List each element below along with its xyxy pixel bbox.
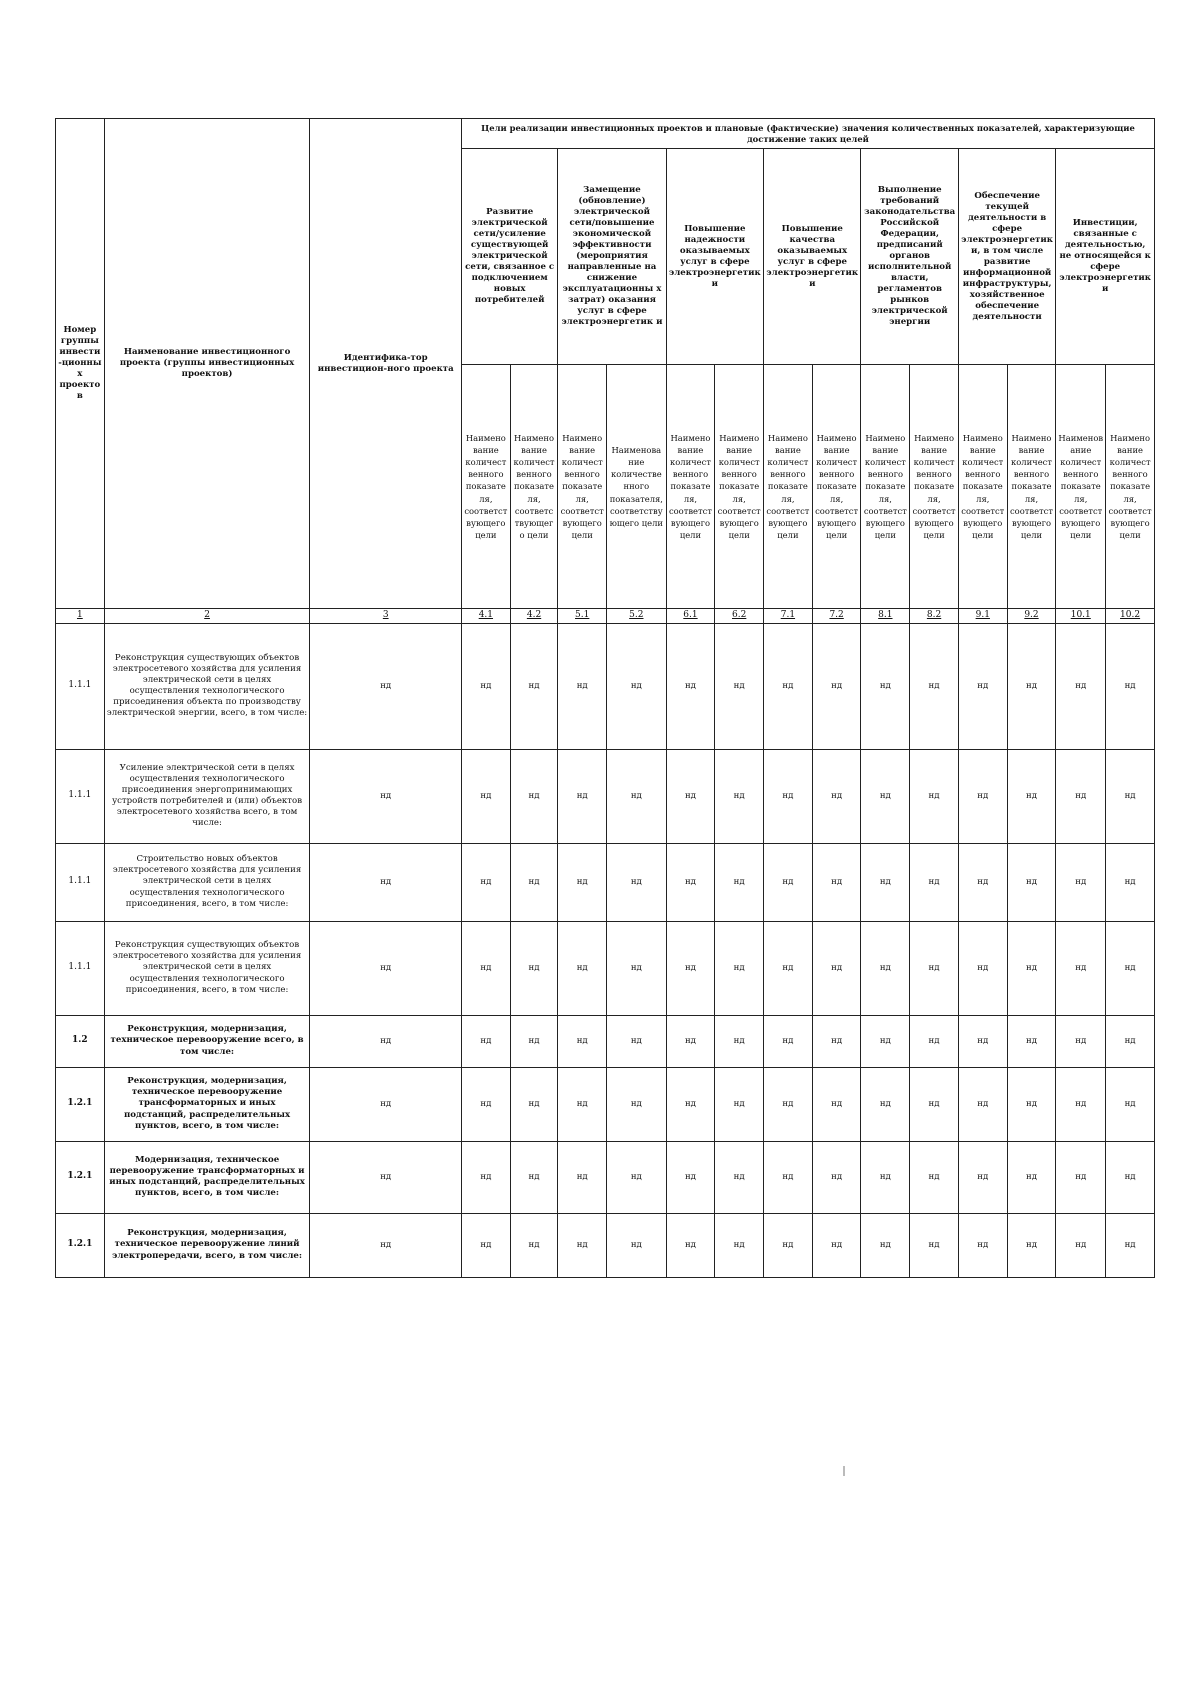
cell-value-6-2: нд	[715, 1213, 764, 1277]
cell-value-9-1: нд	[958, 623, 1007, 749]
cell-value-7-2: нд	[812, 1141, 861, 1213]
column-number-label: 6.2	[732, 610, 747, 620]
cell-value-9-2: нд	[1007, 1213, 1056, 1277]
cell-value-7-1: нд	[764, 623, 813, 749]
column-number-label: 2	[204, 610, 210, 620]
column-number	[104, 609, 310, 624]
cell-value-9-1: нд	[958, 1067, 1007, 1141]
project-id-header: Идентифика-тор инвестицион-ного проекта	[310, 119, 462, 609]
cell-value-9-2: нд	[1007, 1015, 1056, 1067]
table-row	[56, 921, 1155, 1015]
row-project-name: Реконструкция существующих объектов электросетевого хозяйства для усиления электрической сети в целях осуществления технологического присоединения объекта по производству электрической энергии, всего, в том числе:	[104, 623, 310, 749]
indicator-header-10-1: Наименование количественного показателя, соответствующего цели	[1056, 365, 1106, 609]
cell-value-8-1: нд	[861, 843, 910, 921]
cell-value-7-2: нд	[812, 749, 861, 843]
indicator-header-4-1: Наименование количественного показателя, соответствующего цели	[462, 365, 511, 609]
cell-value-9-1: нд	[958, 921, 1007, 1015]
group-number-header: Номер группы инвести-ционны х проекто в	[56, 119, 105, 609]
cell-value-10-1: нд	[1056, 921, 1106, 1015]
column-number	[310, 609, 462, 624]
indicator-header-6-1: Наименование количественного показателя, соответствующего цели	[666, 365, 715, 609]
column-number	[764, 609, 813, 624]
cell-value-4-1: нд	[462, 1067, 511, 1141]
row-project-name: Строительство новых объектов электросетевого хозяйства для усиления электрической сети в целях осуществления технологического присоединения, всего, в том числе:	[104, 843, 310, 921]
cell-value-5-1: нд	[558, 1015, 607, 1067]
indicator-header-9-1: Наименование количественного показателя, соответствующего цели	[958, 365, 1007, 609]
goal-9-header: Обеспечение текущей деятельности в сфере электроэнергетики, в том числе развитие информационной инфраструктуры, хозяйственное обеспечение деятельности	[958, 149, 1055, 365]
cell-value-6-2: нд	[715, 1067, 764, 1141]
investment-projects-table	[55, 118, 1155, 1278]
cell-value-4-2: нд	[510, 1213, 558, 1277]
goal-10-header: Инвестиции, связанные с деятельностью, не относящейся к сфере электроэнергетики	[1056, 149, 1155, 365]
indicator-header-7-2: Наименование количественного показателя, соответствующего цели	[812, 365, 861, 609]
cell-value-9-1: нд	[958, 1015, 1007, 1067]
cell-value-4-1: нд	[462, 623, 511, 749]
row-project-id: нд	[310, 1213, 462, 1277]
cell-value-10-2: нд	[1106, 1015, 1155, 1067]
column-number	[958, 609, 1007, 624]
cell-value-4-2: нд	[510, 1067, 558, 1141]
row-project-id: нд	[310, 843, 462, 921]
column-number	[56, 609, 105, 624]
cell-value-5-2: нд	[607, 843, 667, 921]
cell-value-7-1: нд	[764, 843, 813, 921]
goal-6-header: Повышение надежности оказываемых услуг в сфере электроэнергетики	[666, 149, 763, 365]
column-number	[607, 609, 667, 624]
row-project-id: нд	[310, 749, 462, 843]
cell-value-10-1: нд	[1056, 1213, 1106, 1277]
cell-value-6-2: нд	[715, 1141, 764, 1213]
cell-value-5-2: нд	[607, 749, 667, 843]
table-row	[56, 1015, 1155, 1067]
column-numbers-row	[56, 609, 1155, 624]
cell-value-4-2: нд	[510, 1015, 558, 1067]
cell-value-5-1: нд	[558, 623, 607, 749]
cell-value-10-1: нд	[1056, 1067, 1106, 1141]
column-number-label: 7.1	[780, 610, 796, 620]
cell-value-10-1: нд	[1056, 749, 1106, 843]
column-number-label: 6.1	[683, 610, 698, 620]
column-number-label: 4.1	[478, 610, 494, 620]
cell-value-6-1: нд	[666, 1015, 715, 1067]
cell-value-10-2: нд	[1106, 1067, 1155, 1141]
cell-value-9-1: нд	[958, 843, 1007, 921]
cell-value-5-1: нд	[558, 1067, 607, 1141]
row-project-id: нд	[310, 1067, 462, 1141]
cell-value-7-2: нд	[812, 843, 861, 921]
column-number-label: 5.1	[575, 610, 590, 620]
cell-value-8-2: нд	[910, 749, 959, 843]
goals-title: Цели реализации инвестиционных проектов и плановые (фактические) значения количественных показателей, характеризующие достижение таких целей	[462, 119, 1155, 149]
cell-value-8-1: нд	[861, 1015, 910, 1067]
cell-value-10-1: нд	[1056, 1141, 1106, 1213]
scan-mark	[843, 1466, 845, 1476]
row-project-name: Модернизация, техническое перевооружение трансформаторных и иных подстанций, распределительных пунктов, всего, в том числе:	[104, 1141, 310, 1213]
indicator-header-4-2: Наименование количественного показателя, соответствующего цели	[510, 365, 558, 609]
cell-value-5-1: нд	[558, 843, 607, 921]
cell-value-6-1: нд	[666, 921, 715, 1015]
row-project-name: Реконструкция существующих объектов электросетевого хозяйства для усиления электрической сети в целях осуществления технологического присоединения, всего, в том числе:	[104, 921, 310, 1015]
cell-value-6-1: нд	[666, 1213, 715, 1277]
row-project-name: Реконструкция, модернизация, техническое перевооружение всего, в том числе:	[104, 1015, 310, 1067]
cell-value-9-2: нд	[1007, 921, 1056, 1015]
cell-value-6-1: нд	[666, 749, 715, 843]
cell-value-9-2: нд	[1007, 843, 1056, 921]
cell-value-10-2: нд	[1106, 1213, 1155, 1277]
column-number	[715, 609, 764, 624]
indicator-header-10-2: Наименование количественного показателя, соответствующего цели	[1106, 365, 1155, 609]
cell-value-6-2: нд	[715, 749, 764, 843]
cell-value-8-2: нд	[910, 1213, 959, 1277]
cell-value-7-2: нд	[812, 921, 861, 1015]
cell-value-7-1: нд	[764, 1141, 813, 1213]
cell-value-4-2: нд	[510, 749, 558, 843]
cell-value-4-1: нд	[462, 1213, 511, 1277]
cell-value-4-1: нд	[462, 1141, 511, 1213]
cell-value-5-1: нд	[558, 921, 607, 1015]
cell-value-9-2: нд	[1007, 623, 1056, 749]
row-project-id: нд	[310, 623, 462, 749]
cell-value-7-1: нд	[764, 1067, 813, 1141]
column-number	[910, 609, 959, 624]
cell-value-10-1: нд	[1056, 623, 1106, 749]
column-number	[812, 609, 861, 624]
cell-value-10-1: нд	[1056, 1015, 1106, 1067]
cell-value-4-2: нд	[510, 921, 558, 1015]
row-number: 1.2	[56, 1015, 105, 1067]
cell-value-7-1: нд	[764, 1015, 813, 1067]
cell-value-7-1: нд	[764, 749, 813, 843]
cell-value-4-1: нд	[462, 1015, 511, 1067]
column-number-label: 9.1	[975, 610, 990, 620]
column-number	[558, 609, 607, 624]
column-number	[1007, 609, 1056, 624]
cell-value-10-2: нд	[1106, 623, 1155, 749]
cell-value-8-2: нд	[910, 921, 959, 1015]
column-number	[510, 609, 558, 624]
cell-value-4-1: нд	[462, 843, 511, 921]
cell-value-6-1: нд	[666, 1067, 715, 1141]
column-number	[666, 609, 715, 624]
project-name-header: Наименование инвестиционного проекта (группы инвестиционных проектов)	[104, 119, 310, 609]
cell-value-10-2: нд	[1106, 1141, 1155, 1213]
column-number-label: 4.2	[526, 610, 542, 620]
cell-value-9-1: нд	[958, 749, 1007, 843]
cell-value-6-2: нд	[715, 843, 764, 921]
indicator-header-5-1: Наименование количественного показателя, соответствующего цели	[558, 365, 607, 609]
column-number	[1106, 609, 1155, 624]
cell-value-10-2: нд	[1106, 749, 1155, 843]
goal-7-header: Повышение качества оказываемых услуг в сфере электроэнергетики	[764, 149, 861, 365]
column-number-label: 10.2	[1120, 610, 1141, 620]
cell-value-8-2: нд	[910, 1067, 959, 1141]
cell-value-5-2: нд	[607, 1141, 667, 1213]
cell-value-7-2: нд	[812, 1067, 861, 1141]
cell-value-8-1: нд	[861, 921, 910, 1015]
row-project-id: нд	[310, 1015, 462, 1067]
cell-value-5-1: нд	[558, 1141, 607, 1213]
cell-value-4-2: нд	[510, 1141, 558, 1213]
row-project-id: нд	[310, 921, 462, 1015]
column-number-label: 9.2	[1024, 610, 1039, 620]
column-number-label: 5.2	[629, 610, 644, 620]
row-number: 1.1.1	[56, 623, 105, 749]
goal-5-header: Замещение (обновление) электрической сети/повышение экономической эффективности (мероприятия направленные на снижение эксплуатационны х затрат) оказания услуг в сфере электроэнергетик и	[558, 149, 666, 365]
cell-value-9-1: нд	[958, 1213, 1007, 1277]
cell-value-6-1: нд	[666, 623, 715, 749]
column-number	[462, 609, 511, 624]
cell-value-8-2: нд	[910, 623, 959, 749]
row-number: 1.2.1	[56, 1141, 105, 1213]
cell-value-8-1: нд	[861, 1141, 910, 1213]
column-number	[861, 609, 910, 624]
indicator-header-5-2: Наименование количественного показателя, соответствующего цели	[607, 365, 667, 609]
cell-value-6-2: нд	[715, 1015, 764, 1067]
indicator-header-7-1: Наименование количественного показателя, соответствующего цели	[764, 365, 813, 609]
goal-4-header: Развитие электрической сети/усиление существующей электрической сети, связанное с подключением новых потребителей	[462, 149, 558, 365]
cell-value-8-2: нд	[910, 1015, 959, 1067]
indicator-header-6-2: Наименование количественного показателя, соответствующего цели	[715, 365, 764, 609]
cell-value-10-2: нд	[1106, 843, 1155, 921]
cell-value-6-2: нд	[715, 921, 764, 1015]
cell-value-8-2: нд	[910, 843, 959, 921]
cell-value-4-1: нд	[462, 749, 511, 843]
cell-value-4-1: нд	[462, 921, 511, 1015]
column-number-label: 8.1	[878, 610, 893, 620]
cell-value-4-2: нд	[510, 623, 558, 749]
cell-value-10-1: нд	[1056, 843, 1106, 921]
cell-value-8-1: нд	[861, 749, 910, 843]
cell-value-6-1: нд	[666, 843, 715, 921]
row-project-name: Усиление электрической сети в целях осуществления технологического присоединения энергопринимающих устройств потребителей и (или) объектов электросетевого хозяйства всего, в том числе:	[104, 749, 310, 843]
cell-value-8-1: нд	[861, 623, 910, 749]
column-number-label: 10.1	[1070, 610, 1091, 620]
cell-value-5-2: нд	[607, 1015, 667, 1067]
column-number-label: 8.2	[926, 610, 942, 620]
column-number-label: 7.2	[829, 610, 844, 620]
table-row	[56, 623, 1155, 749]
cell-value-8-1: нд	[861, 1213, 910, 1277]
row-project-name: Реконструкция, модернизация, техническое перевооружение линий электропередачи, всего, в том числе:	[104, 1213, 310, 1277]
cell-value-5-2: нд	[607, 1213, 667, 1277]
document-page	[55, 118, 1155, 1278]
cell-value-9-2: нд	[1007, 1067, 1056, 1141]
row-number: 1.1.1	[56, 921, 105, 1015]
cell-value-7-2: нд	[812, 1015, 861, 1067]
row-number: 1.1.1	[56, 749, 105, 843]
cell-value-8-2: нд	[910, 1141, 959, 1213]
cell-value-7-2: нд	[812, 623, 861, 749]
cell-value-7-2: нд	[812, 1213, 861, 1277]
cell-value-5-1: нд	[558, 749, 607, 843]
table-row	[56, 1213, 1155, 1277]
cell-value-5-2: нд	[607, 623, 667, 749]
row-number: 1.2.1	[56, 1067, 105, 1141]
cell-value-6-1: нд	[666, 1141, 715, 1213]
cell-value-9-2: нд	[1007, 1141, 1056, 1213]
table-row	[56, 749, 1155, 843]
cell-value-6-2: нд	[715, 623, 764, 749]
table-row	[56, 1141, 1155, 1213]
indicator-header-8-1: Наименование количественного показателя, соответствующего цели	[861, 365, 910, 609]
cell-value-9-1: нд	[958, 1141, 1007, 1213]
cell-value-8-1: нд	[861, 1067, 910, 1141]
column-number-label: 1	[76, 610, 83, 620]
cell-value-5-2: нд	[607, 1067, 667, 1141]
indicator-header-9-2: Наименование количественного показателя, соответствующего цели	[1007, 365, 1056, 609]
column-number	[1056, 609, 1106, 624]
row-project-name: Реконструкция, модернизация, техническое перевооружение трансформаторных и иных подстанций, распределительных пунктов, всего, в том числе:	[104, 1067, 310, 1141]
table-row	[56, 843, 1155, 921]
cell-value-5-1: нд	[558, 1213, 607, 1277]
cell-value-4-2: нд	[510, 843, 558, 921]
cell-value-7-1: нд	[764, 1213, 813, 1277]
row-project-id: нд	[310, 1141, 462, 1213]
cell-value-10-2: нд	[1106, 921, 1155, 1015]
indicator-header-8-2: Наименование количественного показателя, соответствующего цели	[910, 365, 959, 609]
cell-value-9-2: нд	[1007, 749, 1056, 843]
table-row	[56, 1067, 1155, 1141]
cell-value-5-2: нд	[607, 921, 667, 1015]
cell-value-7-1: нд	[764, 921, 813, 1015]
row-number: 1.1.1	[56, 843, 105, 921]
column-number-label: 3	[382, 610, 389, 620]
goal-8-header: Выполнение требований законодательства Российской Федерации, предписаний органов исполнительной власти, регламентов рынков электрической энергии	[861, 149, 958, 365]
row-number: 1.2.1	[56, 1213, 105, 1277]
header-row-title	[56, 119, 1155, 149]
